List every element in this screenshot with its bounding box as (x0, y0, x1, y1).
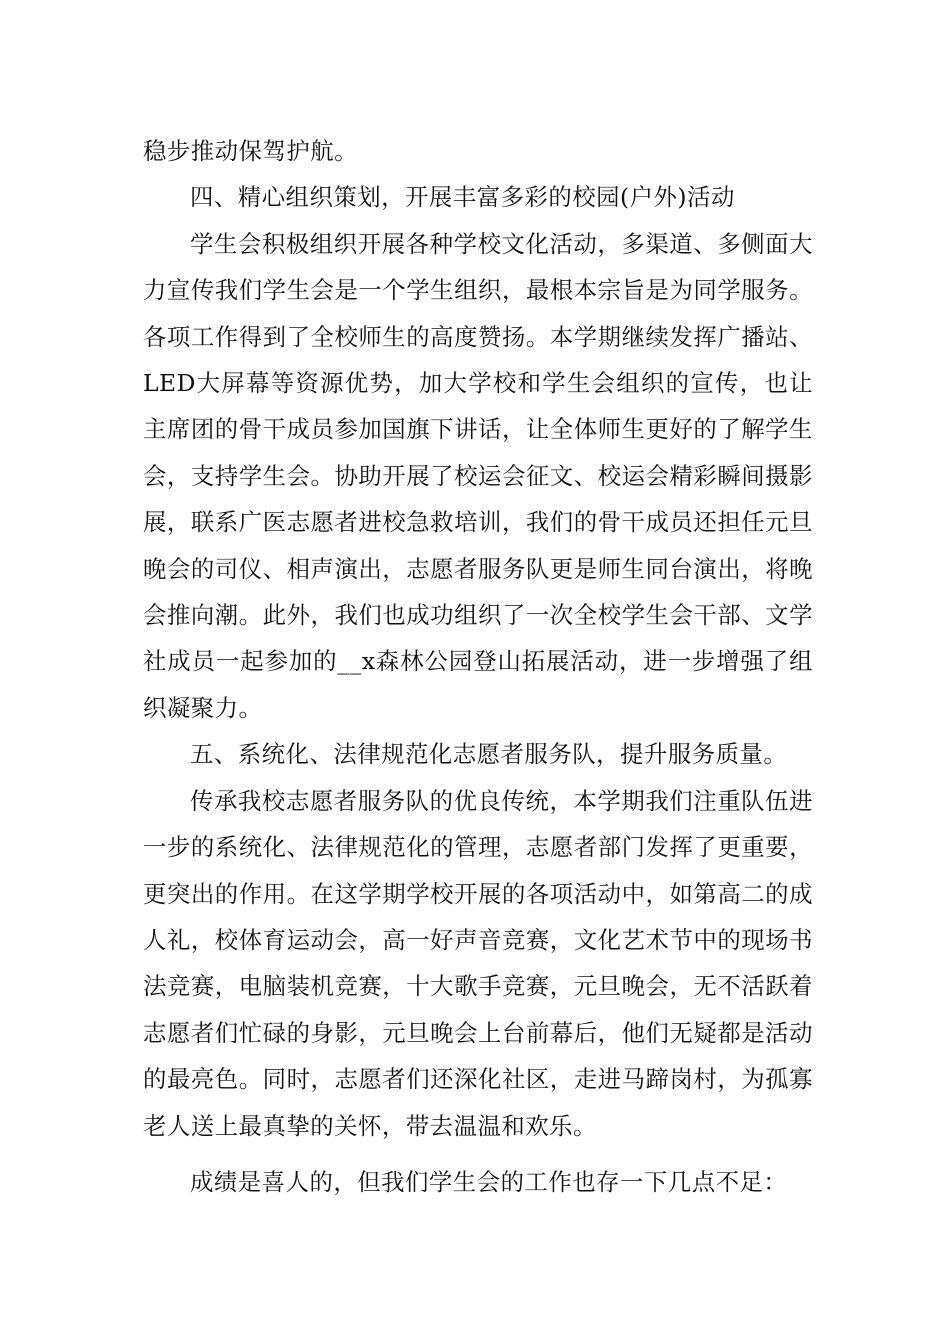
paragraph-activities: 学生会积极组织开展各种学校文化活动，多渠道、多侧面大力宣传我们学生会是一个学生组织，最根本宗旨是为同学服务。各项工作得到了全校师生的高度赞扬。本学期继续发挥广播站、LED大屏幕等资源优势，加大学校和学生会组织的宣传，也让主席团的骨干成员参加国旗下讲话，让全体师生更好的了解学生会，支持学生会。协助开展了校运会征文、校运会精彩瞬间摄影展，联系广医志愿者进校急救培训，我们的骨干成员还担任元旦晚会的司仪、相声演出，志愿者服务队更是师生同台演出，将晚会推向潮。此外，我们也成功组织了一次全校学生会干部、文学社成员一起参加的__x森林公园登山拓展活动，进一步增强了组织凝聚力。 (143, 229, 813, 722)
paragraph-shortcomings: 成绩是喜人的，但我们学生会的工作也存一下几点不足： (190, 1167, 788, 1196)
document-body (143, 128, 813, 1205)
paragraph-continuation: 稳步推动保驾护航。 (143, 137, 359, 165)
section-heading-five: 五、系统化、法律规范化志愿者服务队，提升服务质量。 (190, 740, 788, 769)
section-heading-four: 四、精心组织策划，开展丰富多彩的校园(户外)活动 (190, 183, 735, 212)
paragraph-volunteers: 传承我校志愿者服务队的优良传统，本学期我们注重队伍进一步的系统化、法律规范化的管理，志愿者部门发挥了更重要，更突出的作用。在这学期学校开展的各项活动中，如第高二的成人礼，校体育运动会，高一好声音竞赛，文化艺术节中的现场书法竞赛，电脑装机竞赛，十大歌手竞赛，元旦晚会，无不活跃着志愿者们忙碌的身影，元旦晚会上台前幕后，他们无疑都是活动的最亮色。同时，志愿者们还深化社区，走进马蹄岗村，为孤寡老人送上最真挚的关怀，带去温温和欢乐。 (143, 786, 813, 1140)
